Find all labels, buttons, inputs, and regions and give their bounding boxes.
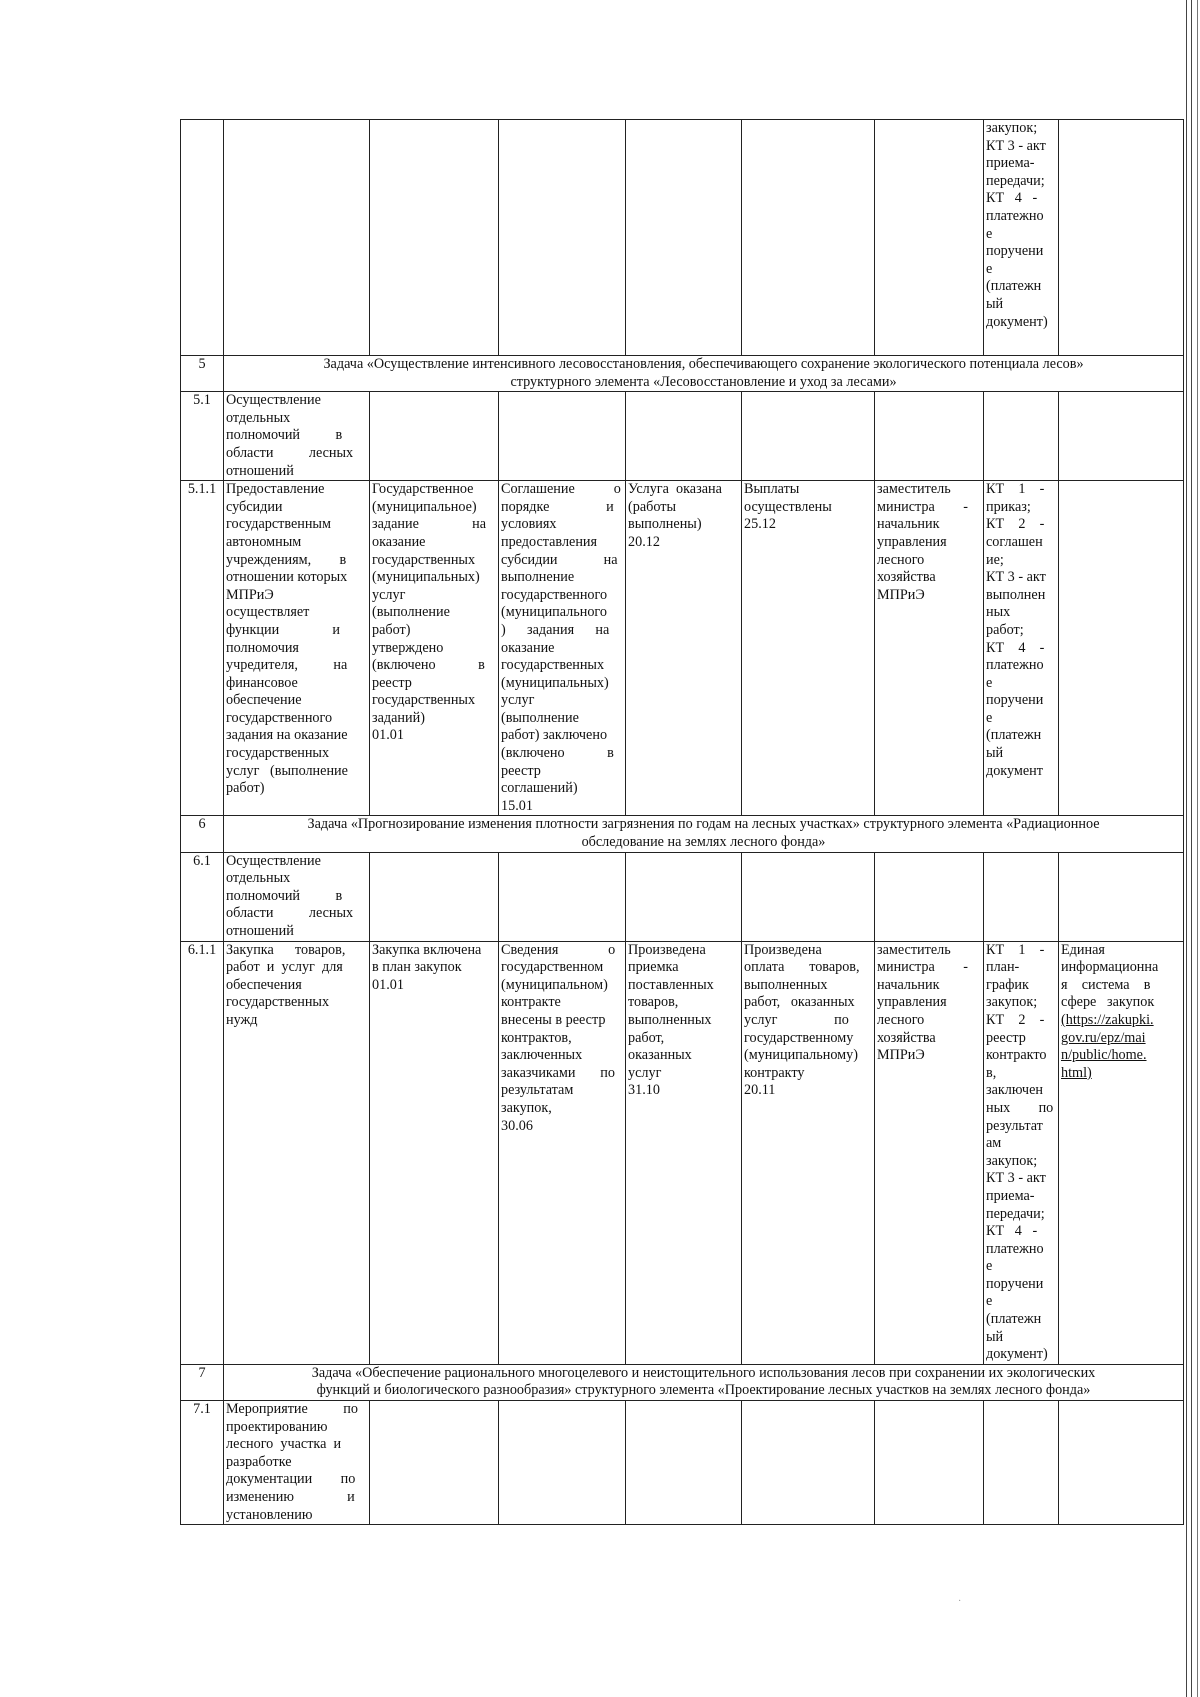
cell-line: соглашений) [501,780,578,797]
cell-line: оказание [372,533,426,550]
cell-line: лесного участка и [226,1436,342,1453]
cell-line: ие; [986,551,1004,568]
cell-line: в, [986,1064,997,1081]
cell-line: учредителя, на [226,657,348,674]
cell-line: реестр [986,1029,1026,1046]
cell-start [370,941,499,1364]
cell-line: отношений [226,923,294,939]
cell-line: работ) [226,780,265,797]
cell-line: КТ 3 - акт [986,1170,1046,1187]
cell-line: услуг [628,1064,662,1081]
cell-line: поручени [986,692,1044,709]
cell-line: отдельных [226,409,291,426]
cell-line: внесены в реестр [501,1011,606,1028]
cell-line: заданий) [372,709,425,726]
cell-line: КТ 1 - [986,481,1045,498]
row-number: 5.1.1 [181,481,224,816]
cell-line: закупок; [986,994,1038,1011]
cell-line: государственных [372,692,476,709]
cell-line: структурного элемента «Лесовосстановление и уход за лесами» [510,373,897,390]
cell-line: заказчиками по [501,1064,615,1081]
cell-line: е [986,1293,993,1310]
cell-line: (работы [628,498,676,515]
cell-control-points [984,120,1059,356]
cell-line: Выплаты [744,481,800,498]
cell-line: изменению и [226,1489,355,1505]
cell-line: приема- [986,1187,1035,1204]
cell-line: обеспечение [226,692,302,709]
row-number: 6 [181,816,224,852]
cell-line: я система в [1061,976,1151,993]
cell-line: полномочия [226,639,299,656]
cell-line: КТ 3 - акт [986,569,1046,586]
cell-line: задания на оказание [226,727,348,744]
cell-line: услуг (выполнение [226,762,348,779]
cell-line[interactable]: gov.ru/epz/mai [1061,1029,1146,1046]
row-5-1-1 [181,481,1184,816]
cell-line: документ [986,762,1043,779]
cell-line: документ) [986,313,1048,330]
cell-line[interactable]: html) [1061,1064,1092,1081]
cell-line: (включено в [372,657,485,674]
cell-control-points [984,941,1059,1364]
cell-line: контракто [986,1047,1047,1064]
cell-line: министра - [877,959,968,976]
cell-line: задание на [372,516,486,533]
cell-line: выполнение [501,569,575,586]
cell-line: услуг [372,586,406,603]
task-heading [224,356,1184,392]
cell-line: передачи; [986,172,1045,189]
cell-line: государственных [501,657,605,674]
cell-line: функций и биологического разнообразия» структурного элемента «Проектирование лесных участков на землях лесного фонда» [316,1382,1091,1399]
cell-line: Соглашение о [501,481,621,498]
cell-line: результатам [501,1082,574,1099]
cell-line: нужд [226,1011,258,1028]
cell-line: соглашен [986,533,1043,550]
cell-line: услуг [501,692,535,709]
cell-line: Задача «Обеспечение рационального многоцелевого и неистощительного использования лесов при сохранении их экологических [311,1364,1096,1381]
cell-line: управления [877,994,947,1011]
cell-line: (платежн [986,278,1042,295]
cell-line: Осуществление [226,392,321,409]
cell-line: работ и услуг для [226,959,343,976]
cell-line: ) задания на [501,621,610,638]
cell-line: 15.01 [501,797,533,814]
cell-line: области лесных [226,905,354,922]
cell-line: утверждено [372,639,444,656]
cell-line: поставленных [628,976,714,993]
cell-line: Единая [1061,941,1105,958]
cell-line: 01.01 [372,727,404,744]
cell-line: субсидии на [501,551,618,568]
cell-line: ый [986,295,1004,312]
cell-line: работ; [986,621,1024,638]
cell-line: (муниципального [501,604,607,621]
continued-row [181,120,1184,356]
cell-line: (муниципальном) [501,976,608,993]
cell-info-system [1059,941,1184,1364]
cell-line: КТ 4 - [986,639,1045,656]
cell-line: 25.12 [744,516,776,533]
task-heading [224,816,1184,852]
cell-line: (платежн [986,1311,1042,1328]
row-5-1 [181,392,1184,481]
cell-line: обследование на землях лесного фонда» [581,834,826,851]
cell-line: е [986,1258,993,1275]
cell-line: учреждениям, в [226,551,347,568]
cell-line: заместитель [877,481,951,498]
cell-line: Произведена [744,941,822,958]
cell-line: выполненных [628,1011,712,1028]
cell-line: КТ 3 - акт [986,137,1046,154]
row-number: 7 [181,1364,224,1400]
cell-line: план- [986,959,1020,976]
cell-line: государственном [501,959,604,976]
cell-line: закупок, [501,1099,552,1116]
cell-line: хозяйства [877,1029,936,1046]
cell-line: государственных [372,551,476,568]
cell-line: разработке [226,1453,292,1470]
cell-responsible [875,941,984,1364]
cell-line: поручени [986,1275,1044,1292]
row-6-1-1 [181,941,1184,1364]
row-number: 5.1 [181,392,224,481]
cell-start [370,481,499,816]
cell-line: отдельных [226,870,291,887]
cell-line: платежно [986,1240,1044,1257]
cell-line: результат [986,1117,1043,1134]
cell-line: закупок; [986,1152,1038,1169]
cell-line: (включено в [501,745,614,762]
cell-line: выполненных [744,976,828,993]
task-row-6 [181,816,1184,852]
cell-line: 20.11 [744,1082,776,1099]
cell-line: платежно [986,657,1044,674]
cell-line: (муниципальное) [372,498,477,515]
cell-line: контрактов, [501,1029,572,1046]
cell-line: ам [986,1135,1002,1152]
cell-line: КТ 1 - [986,941,1045,958]
cell-line: приказ; [986,498,1031,515]
cell-line: е [986,674,993,691]
cell-line: финансовое [226,674,298,691]
cell-line: государственному [744,1029,854,1046]
cell-line: автономным [226,533,302,550]
cell-line: КТ 2 - [986,516,1045,533]
cell-line: лесного [877,1011,925,1028]
cell-line: работ) [372,621,411,638]
cell-line: Произведена [628,941,706,958]
cell-line: начальник [877,516,940,533]
row-number: 6.1.1 [181,941,224,1364]
cell-line: Задача «Прогнозирование изменения плотности загрязнения по годам на лесных участках» структурного элемента «Радиационное [307,816,1100,833]
cell-line: условиях [501,516,557,533]
scan-edge-line [1197,0,1198,1697]
cell-line: заместитель [877,941,951,958]
cell-line: министра - [877,498,968,515]
cell-line: документации по [226,1471,356,1488]
cell-control-points [984,481,1059,816]
cell-line: управления [877,533,947,550]
cell-responsible [875,481,984,816]
cell-payment [742,941,875,1364]
cell-line: полномочий в [226,887,343,904]
cell-line: проектированию [226,1418,328,1435]
cell-event-name [224,852,370,941]
cell-line: документ) [986,1346,1048,1363]
cell-line: приема- [986,155,1035,172]
cell-service [626,941,742,1364]
cell-line: ый [986,1328,1004,1345]
cell-line: Предоставление [226,481,325,498]
cell-line: 01.01 [372,976,404,993]
cell-line: Задача «Осуществление интенсивного лесовосстановления, обеспечивающего сохранение экологического потенциала лесов» [323,356,1084,372]
cell-line: ый [986,745,1004,762]
cell-event-name [224,1401,370,1525]
cell-line: (выполнение [501,709,579,726]
cell-line: государственным [226,516,331,533]
cell-line: (муниципальных) [372,569,480,586]
cell-line: Мероприятие по [226,1401,358,1418]
cell-line: 31.10 [628,1082,660,1099]
cell-line: (выполнение [372,604,450,621]
cell-line: услуг по [744,1011,849,1028]
cell-line: контракте [501,994,561,1011]
cell-event-name [224,392,370,481]
cell-line: порядке и [501,498,614,515]
cell-line: государственных [226,745,330,762]
cell-line: установлению [226,1506,313,1523]
cell-line: ных [986,604,1011,621]
row-number: 6.1 [181,852,224,941]
cell-agreement [499,481,626,816]
cell-line: оказание [501,639,555,656]
cell-line: в план закупок [372,959,462,976]
cell-line: государственных [226,994,330,1011]
cell-agreement [499,941,626,1364]
cell-line: области лесных [226,444,354,461]
cell-line: Осуществление [226,852,321,869]
cell-line: приемка [628,959,679,976]
scan-edge [1186,0,1192,1697]
cell-line: оказанных [628,1047,692,1064]
cell-line: государственного [226,709,333,726]
cell-line: реестр [501,762,541,779]
cell-line: реестр [372,674,412,691]
task-heading [224,1364,1184,1400]
cell-line: поручени [986,243,1044,260]
cell-line[interactable]: (https://zakupki. [1061,1011,1154,1028]
cell-line: начальник [877,976,940,993]
cell-line: Закупка включена [372,941,482,958]
cell-event-name [224,941,370,1364]
cell-line: ных по [986,1099,1054,1116]
cell-line: выполнены) [628,516,702,533]
cell-line: 30.06 [501,1117,533,1134]
cell-line: функции и [226,621,340,638]
cell-line: заключенных [501,1047,583,1064]
cell-line: товаров, [628,994,679,1011]
cell-line: (муниципальных) [501,674,609,691]
cell-line: передачи; [986,1205,1045,1222]
cell-line[interactable]: n/public/home. [1061,1047,1147,1064]
cell-line: работ, [628,1029,665,1046]
cell-line: отношении которых [226,569,348,586]
cell-line: заключен [986,1082,1043,1099]
cell-line: (муниципальному) [744,1047,858,1064]
cell-event-name [224,481,370,816]
row-6-1 [181,852,1184,941]
cell-line: е [986,225,993,242]
cell-line: работ) заключено [501,727,608,744]
cell-line: Закупка товаров, [226,941,346,958]
cell-line: выполнен [986,586,1046,603]
cell-line: КТ 4 - [986,190,1038,207]
cell-line: обеспечения [226,976,302,993]
cell-line: е [986,709,993,726]
cell-line: осуществляет [226,604,310,621]
task-row-7 [181,1364,1184,1400]
cell-line: контракту [744,1064,805,1081]
cell-service [626,481,742,816]
cell-line: 20.12 [628,533,660,550]
cell-line: МПРиЭ [877,1047,925,1064]
plan-table [180,119,1184,1525]
row-number: 5 [181,356,224,392]
cell-line: МПРиЭ [877,586,925,603]
task-row-5 [181,356,1184,392]
cell-line: лесного [877,551,925,568]
row-7-1 [181,1401,1184,1525]
cell-line: информационна [1061,959,1159,976]
cell-line: субсидии [226,498,283,515]
scan-speck: · [958,1596,962,1607]
cell-line: е [986,260,993,277]
row-number: 7.1 [181,1401,224,1525]
cell-line: государственного [501,586,608,603]
cell-line: оплата товаров, [744,959,860,976]
cell-line: сфере закупок [1061,994,1155,1011]
cell-line: график [986,976,1029,993]
cell-line: КТ 4 - [986,1223,1038,1240]
cell-line: отношений [226,462,294,479]
cell-line: осуществлены [744,498,832,515]
cell-line: платежно [986,207,1044,224]
cell-line: МПРиЭ [226,586,274,603]
cell-line: предоставления [501,533,598,550]
cell-line: Услуга оказана [628,481,722,498]
cell-line: полномочий в [226,427,343,444]
cell-line: хозяйства [877,569,936,586]
cell-line: КТ 2 - [986,1011,1045,1028]
cell-line: закупок; [986,120,1038,136]
cell-payment [742,481,875,816]
cell-num [181,120,224,356]
cell-line: Государственное [372,481,474,498]
cell-line: работ, оказанных [744,994,855,1011]
cell-line: (платежн [986,727,1042,744]
cell-line: Сведения о [501,941,616,958]
